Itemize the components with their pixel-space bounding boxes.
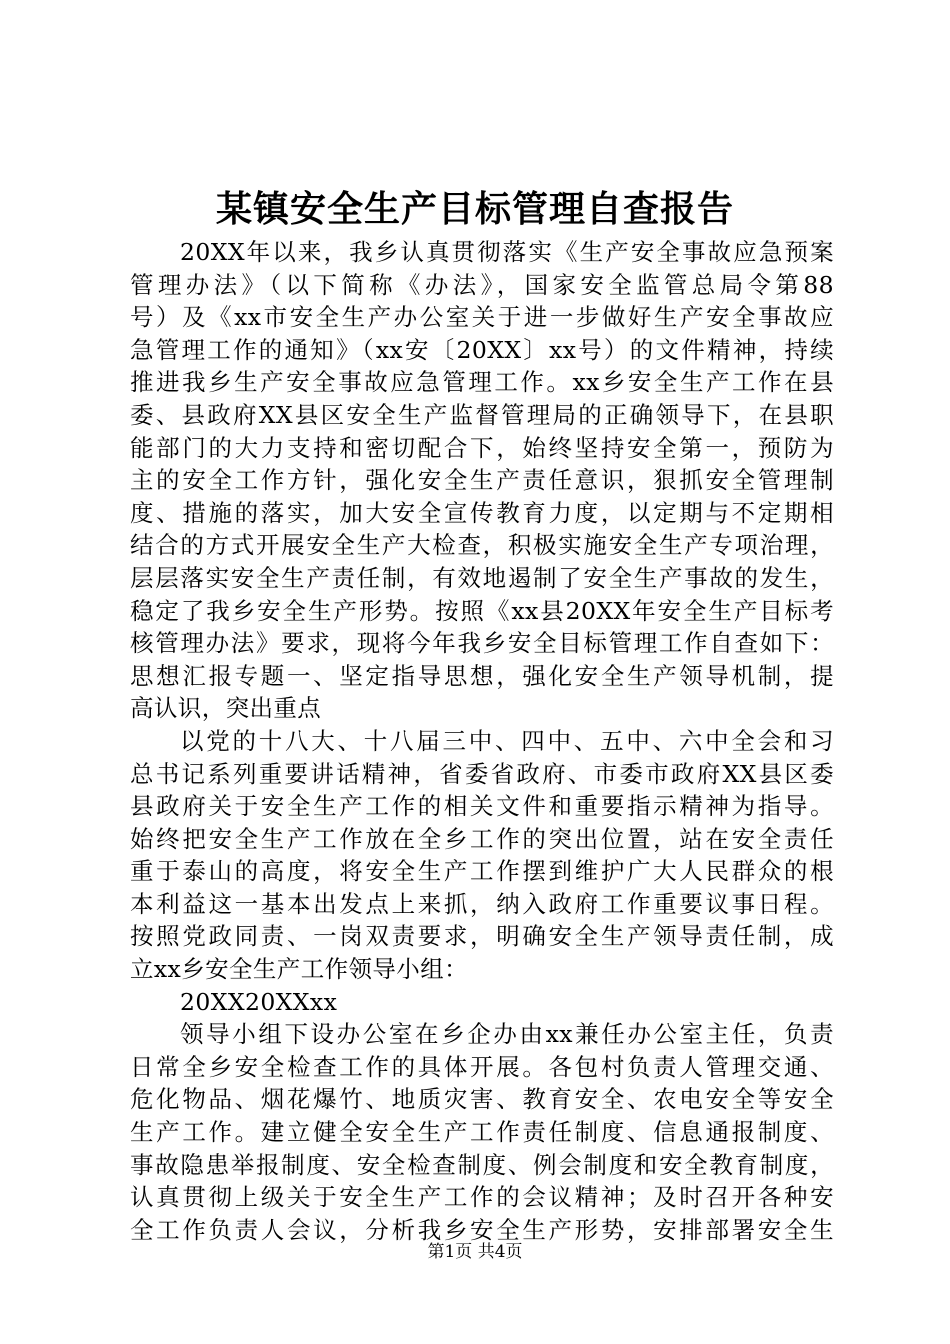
text-line: 高认识，突出重点: [130, 694, 322, 723]
text-line: 危化物品、烟花爆竹、地质灾害、教育安全、农电安全等安全: [130, 1085, 834, 1114]
page-title: 某镇安全生产目标管理自查报告: [215, 188, 734, 230]
text-line: 以党的十八大、十八届三中、四中、五中、六中全会和习: [180, 726, 834, 755]
text-line: 推进我乡生产安全事故应急管理工作。xx乡安全生产工作在县: [130, 368, 834, 397]
text-line: 始终把安全生产工作放在全乡工作的突出位置，站在安全责任: [130, 824, 834, 853]
text-line: 日常全乡安全检查工作的具体开展。各包村负责人管理交通、: [130, 1052, 834, 1081]
text-line: 总书记系列重要讲话精神，省委省政府、市委市政府XX县区委: [130, 759, 834, 788]
text-line: 思想汇报专题一、坚定指导思想，强化安全生产领导机制，提: [130, 661, 834, 690]
text-line: 按照党政同责、一岗双责要求，明确安全生产领导责任制，成: [130, 922, 834, 951]
text-line: 重于泰山的高度，将安全生产工作摆到维护广大人民群众的根: [130, 857, 834, 886]
page-footer: 第1页 共4页: [427, 1242, 523, 1262]
text-line: 度、措施的落实，加大安全宣传教育力度，以定期与不定期相: [130, 498, 834, 527]
document-body: [130, 236, 834, 1246]
text-line: 号）及《xx市安全生产办公室关于进一步做好生产安全事故应: [130, 303, 834, 332]
text-line: 认真贯彻上级关于安全生产工作的会议精神；及时召开各种安: [130, 1183, 834, 1212]
text-line: 稳定了我乡安全生产形势。按照《xx县20XX年安全生产目标考: [130, 596, 834, 625]
text-line: 事故隐患举报制度、安全检查制度、例会制度和安全教育制度，: [130, 1150, 834, 1179]
text-line: 20XX年以来，我乡认真贯彻落实《生产安全事故应急预案: [180, 238, 834, 266]
text-line: 核管理办法》要求，现将今年我乡安全目标管理工作自查如下：: [130, 629, 834, 658]
text-line: 县政府关于安全生产工作的相关文件和重要指示精神为指导。: [130, 792, 834, 821]
text-line: 全工作负责人会议，分析我乡安全生产形势，安排部署安全生: [130, 1215, 834, 1244]
text-line: 管理办法》（以下简称《办法》，国家安全监管总局令第88: [130, 270, 834, 299]
text-line: 急管理工作的通知》（xx安〔20XX〕xx号）的文件精神，持续: [130, 335, 834, 364]
text-line: 结合的方式开展安全生产大检查，积极实施安全生产专项治理，: [130, 531, 834, 560]
text-line: 能部门的大力支持和密切配合下，始终坚持安全第一，预防为: [130, 433, 834, 462]
text-line: 生产工作。建立健全安全生产工作责任制度、信息通报制度、: [130, 1118, 834, 1147]
text-line: 主的安全工作方针，强化安全生产责任意识，狠抓安全管理制: [130, 466, 834, 495]
text-line: 立xx乡安全生产工作领导小组：: [130, 955, 469, 984]
text-line: 20XX20XXxx: [180, 987, 338, 1016]
text-line: 层层落实安全生产责任制，有效地遏制了安全生产事故的发生，: [130, 563, 834, 592]
text-line: 委、县政府XX县区安全生产监督管理局的正确领导下，在县职: [130, 400, 834, 429]
text-line: 本利益这一基本出发点上来抓，纳入政府工作重要议事日程。: [130, 889, 834, 918]
text-line: 领导小组下设办公室在乡企办由xx兼任办公室主任，负责: [180, 1020, 834, 1049]
